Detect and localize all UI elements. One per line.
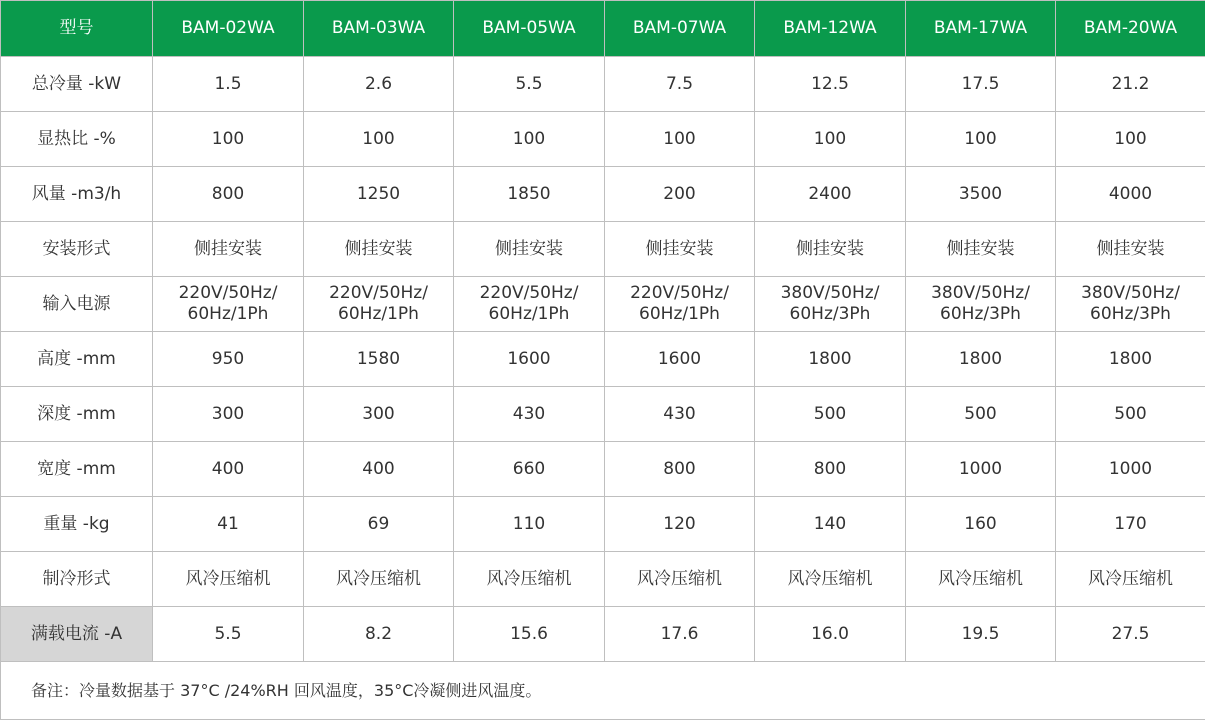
table-cell: 660 [454,442,605,497]
table-cell: 侧挂安装 [153,222,304,277]
cell-line: 220V/50Hz/ [329,283,428,303]
cell-line: 220V/50Hz/ [178,283,278,303]
cell-line: 60Hz/1Ph [338,304,419,324]
table-cell: 侧挂安装 [755,222,906,277]
table-row [1,222,1205,277]
table-row [1,497,1205,552]
row-label: 深度 -mm [1,387,153,442]
table-cell: 800 [755,442,906,497]
table-cell: 19.5 [906,607,1056,662]
table-cell: 100 [906,112,1056,167]
table-cell: 3500 [906,167,1056,222]
table-cell: 风冷压缩机 [454,552,605,607]
table-cell: 27.5 [1056,607,1205,662]
table-cell: 风冷压缩机 [605,552,755,607]
table-cell: 120 [605,497,755,552]
row-label: 高度 -mm [1,332,153,387]
row-label: 重量 -kg [1,497,153,552]
header-model-bam-02wa: BAM-02WA [153,1,304,57]
table-cell: 100 [605,112,755,167]
table-cell [605,277,755,332]
table-cell: 800 [153,167,304,222]
table-cell: 430 [605,387,755,442]
table-cell: 1000 [1056,442,1205,497]
row-label: 满载电流 -A [1,607,153,662]
table-cell: 1800 [755,332,906,387]
table-cell: 1600 [605,332,755,387]
table-cell: 100 [755,112,906,167]
table-cell: 风冷压缩机 [1056,552,1205,607]
footnote-row [1,662,1205,720]
row-label: 总冷量 -kW [1,57,153,112]
table-cell: 800 [605,442,755,497]
table-cell: 1600 [454,332,605,387]
table-cell: 300 [304,387,454,442]
table-cell: 500 [1056,387,1205,442]
table-row [1,442,1205,497]
table-cell: 200 [605,167,755,222]
table-cell: 4000 [1056,167,1205,222]
table-cell: 1800 [1056,332,1205,387]
header-model-bam-12wa: BAM-12WA [755,1,906,57]
table-cell: 7.5 [605,57,755,112]
table-cell: 5.5 [153,607,304,662]
table-cell: 1580 [304,332,454,387]
header-model-label: 型号 [1,1,153,57]
header-model-bam-07wa: BAM-07WA [605,1,755,57]
table-cell: 侧挂安装 [304,222,454,277]
header-model-bam-05wa: BAM-05WA [454,1,605,57]
table-row [1,552,1205,607]
table-cell: 17.5 [906,57,1056,112]
table-cell [304,277,454,332]
table-cell: 1250 [304,167,454,222]
table-cell: 100 [153,112,304,167]
table-cell [454,277,605,332]
cell-line: 60Hz/3Ph [1090,304,1171,324]
table-row [1,167,1205,222]
cell-line: 220V/50Hz/ [479,283,579,303]
table-cell: 110 [454,497,605,552]
table-cell: 2400 [755,167,906,222]
table-cell: 1800 [906,332,1056,387]
table-cell: 100 [454,112,605,167]
table-cell: 100 [1056,112,1205,167]
table-row [1,112,1205,167]
table-cell: 8.2 [304,607,454,662]
table-cell: 170 [1056,497,1205,552]
table-row [1,332,1205,387]
cell-line: 60Hz/1Ph [639,304,720,324]
table-cell: 侧挂安装 [1056,222,1205,277]
table-cell: 950 [153,332,304,387]
table-header-row [1,1,1205,57]
row-label: 安装形式 [1,222,153,277]
header-model-bam-03wa: BAM-03WA [304,1,454,57]
table-cell: 侧挂安装 [605,222,755,277]
row-label: 制冷形式 [1,552,153,607]
table-cell: 17.6 [605,607,755,662]
table-row [1,277,1205,332]
header-model-bam-17wa: BAM-17WA [906,1,1056,57]
table-cell: 风冷压缩机 [906,552,1056,607]
table-cell: 侧挂安装 [906,222,1056,277]
row-label: 风量 -m3/h [1,167,153,222]
table-row [1,607,1205,662]
table-row [1,387,1205,442]
table-cell: 16.0 [755,607,906,662]
table-cell: 风冷压缩机 [755,552,906,607]
table-cell: 69 [304,497,454,552]
row-label: 显热比 -% [1,112,153,167]
table-cell: 1850 [454,167,605,222]
cell-line: 380V/50Hz/ [780,283,880,303]
table-footnote: 备注：冷量数据基于 37°C /24%RH 回风温度，35°C冷凝侧进风温度。 [1,662,1205,720]
cell-line: 60Hz/3Ph [789,304,871,324]
table-cell: 100 [304,112,454,167]
table-cell [153,277,304,332]
table-cell: 15.6 [454,607,605,662]
cell-line: 220V/50Hz/ [630,283,729,303]
table-cell: 风冷压缩机 [153,552,304,607]
table-cell: 430 [454,387,605,442]
table-cell: 500 [906,387,1056,442]
table-cell: 侧挂安装 [454,222,605,277]
cell-line: 60Hz/3Ph [940,304,1021,324]
table-cell: 5.5 [454,57,605,112]
table-cell: 21.2 [1056,57,1205,112]
table-cell: 140 [755,497,906,552]
table-cell [755,277,906,332]
cell-line: 380V/50Hz/ [1081,283,1180,303]
table-cell: 300 [153,387,304,442]
table-cell: 41 [153,497,304,552]
table-cell: 160 [906,497,1056,552]
table-cell [1056,277,1205,332]
row-label: 输入电源 [1,277,153,332]
table-cell: 400 [304,442,454,497]
table-cell: 500 [755,387,906,442]
table-cell: 2.6 [304,57,454,112]
table-cell [906,277,1056,332]
table-cell: 400 [153,442,304,497]
table-cell: 风冷压缩机 [304,552,454,607]
cell-line: 60Hz/1Ph [488,304,570,324]
table-cell: 1.5 [153,57,304,112]
row-label: 宽度 -mm [1,442,153,497]
cell-line: 380V/50Hz/ [931,283,1030,303]
table-cell: 12.5 [755,57,906,112]
header-model-bam-20wa: BAM-20WA [1056,1,1205,57]
table-row [1,57,1205,112]
cell-line: 60Hz/1Ph [187,304,269,324]
table-cell: 1000 [906,442,1056,497]
